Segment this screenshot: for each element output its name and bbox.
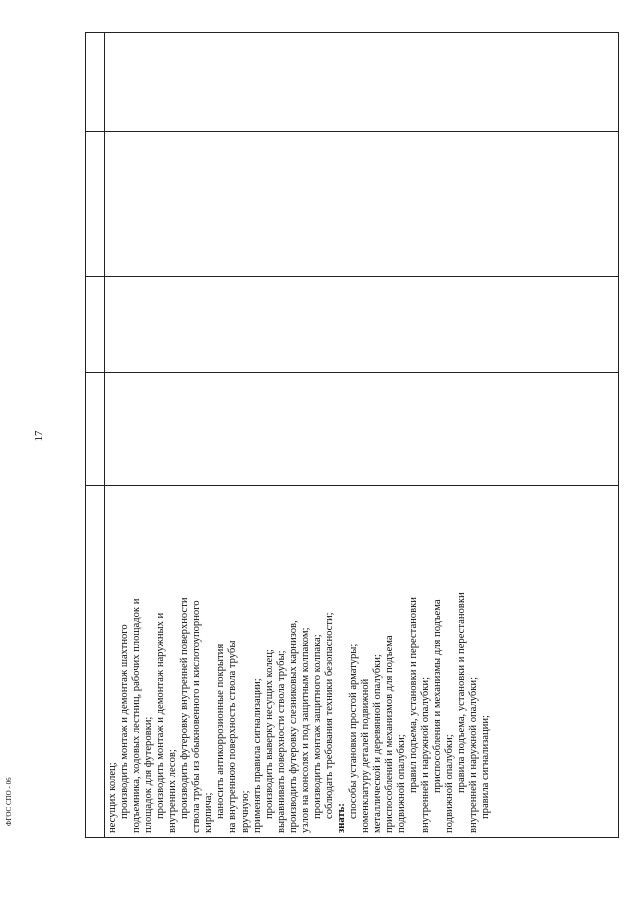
text-line: производить монтаж и демонтаж шахтного [119,624,131,819]
text-line: применять правила сигнализации; [251,678,263,833]
text-line: внутренних лесов; [167,749,179,833]
row-divider [86,372,618,373]
text-line: внутренней и наружной опалубки; [420,676,432,833]
text-line: соблюдать требования техники безопасности; [323,612,335,819]
text-line: номенклатуру деталей подвижной [359,678,371,833]
competency-cell [105,483,583,837]
document-code: ФГОС СПО - 06 [5,777,13,826]
competency-text [105,483,583,837]
text-line: наносить антикоррозионные покрытия [215,643,227,819]
text-line: правила подъема, установки и перестановки [456,592,468,793]
text-line: правила сигнализации; [480,715,492,819]
text-line: ствола трубы из обыкновенного и кислотоупорного [191,600,203,833]
text-line: подвижной опалубки; [396,734,408,833]
row-divider [86,131,618,132]
text-line: внутренней и наружной опалубки; [468,676,480,833]
text-line: площадок для футеровки; [143,716,155,833]
text-line: производить монтаж и демонтаж наружных и [155,612,167,819]
text-line: подвижной опалубки; [444,734,456,833]
text-line: способы установки простой арматуры; [347,643,359,819]
text-line: несущих колец; [107,762,118,833]
text-line: кирпича; [203,792,215,833]
text-line: металлической и деревянной опалубки; [372,654,384,833]
text-line: выравнивать поверхности ствола трубы; [275,650,287,833]
text-line: приспособлений и механизмов для подъема [384,635,396,833]
text-line: производить монтаж защитного колпака; [311,634,323,819]
text-line: вручную; [239,790,251,833]
row-divider [86,276,618,277]
page-number: 17 [33,430,45,442]
text-line: на внутреннюю поверхность ствола трубы [227,640,239,833]
text-line: подъемника, ходовых лестниц, рабочих площадок и [131,598,143,833]
text-line: узлов на консолях и под защитным колпаком; [299,627,311,833]
table-frame [85,32,619,838]
text-line: производить футеровку внутренней поверхности [179,597,191,819]
text-line-heading: знать: [335,803,347,833]
text-line: производить выверку несущих колец; [263,649,275,819]
text-line: приспособления и механизмы для подъема [432,599,444,793]
text-line: правил подъема, установки и перестановки [408,597,420,793]
text-line: производить футеровку слезниковых карнизов, [287,620,299,833]
